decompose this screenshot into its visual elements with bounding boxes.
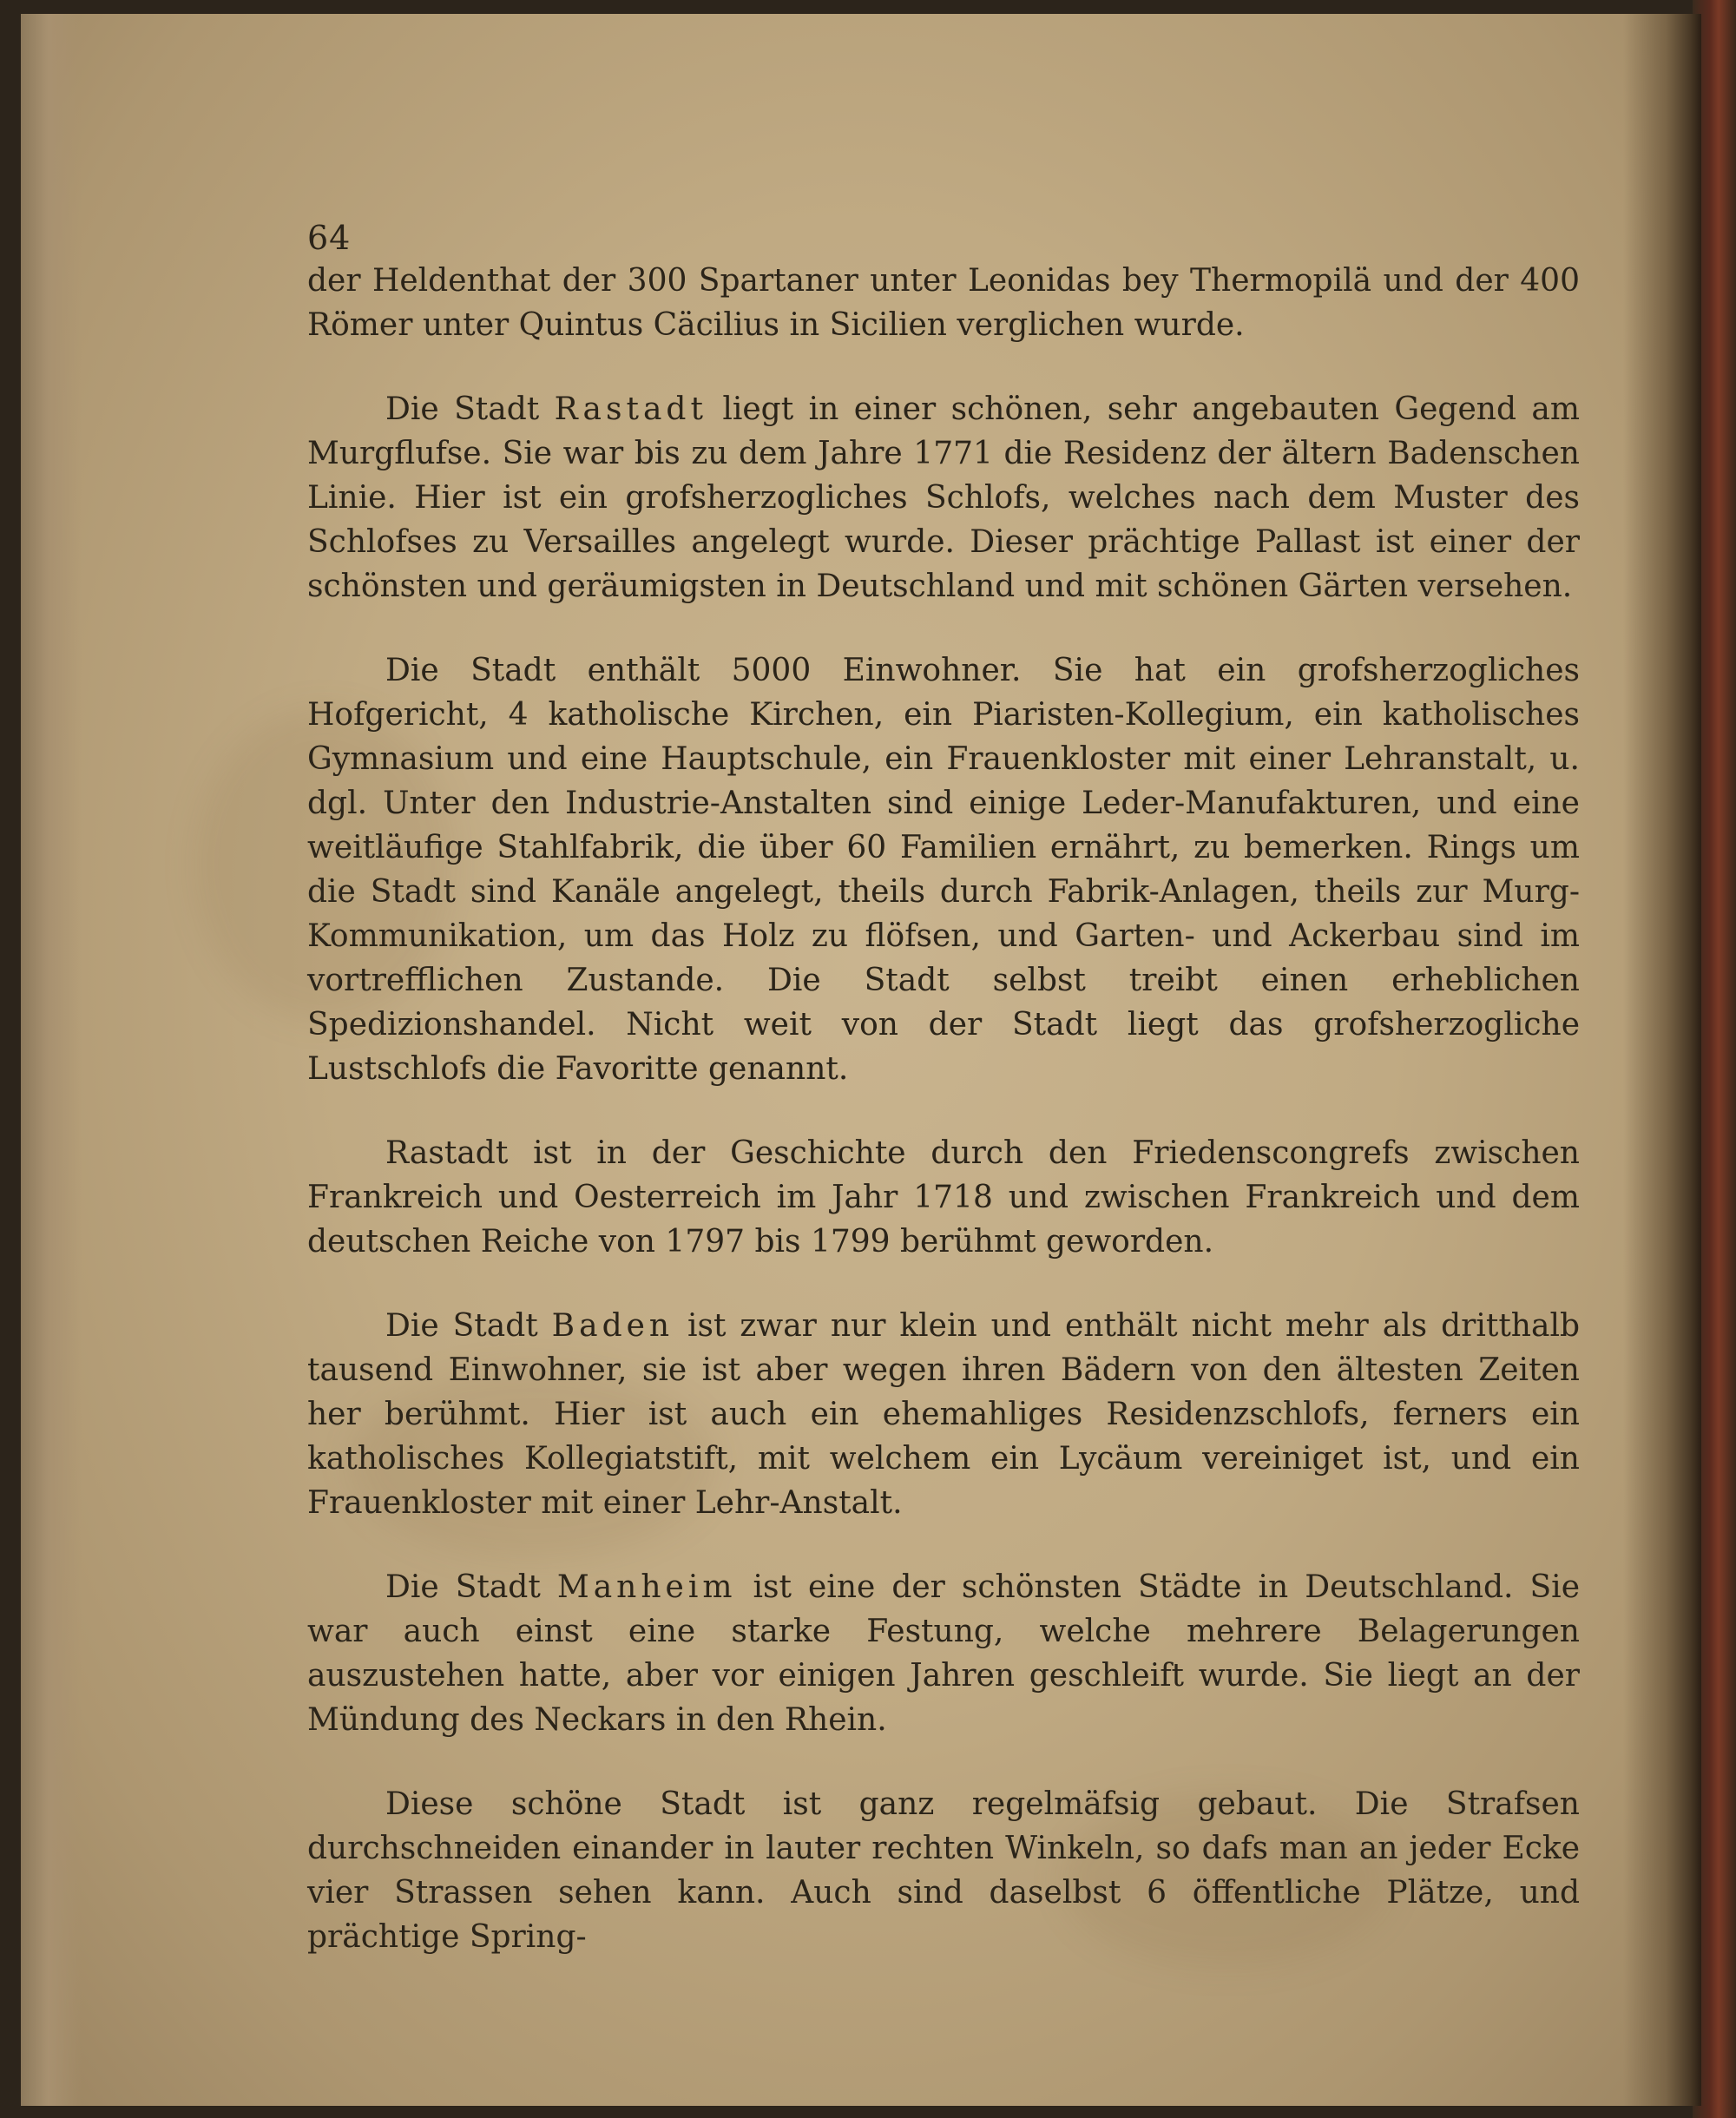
paragraph xyxy=(307,1131,1580,1264)
paragraph-text: Die Stadt enthält 5000 Einwohner. Sie hat ein grofsherzogliches Hofgericht, 4 katholische Kirchen, ein Piaristen-Kollegium, ein katholisches Gymnasium und eine Hauptschule, ein Frauenkloster mit einer Lehranstalt, u. dgl. Unter den Industrie-Anstalten sind einige Leder-Manufakturen, und eine weitläufige Stahlfabrik, die über 60 Familien ernährt, zu bemerken. Rings um die Stadt sind Kanäle angelegt, theils durch Fabrik-Anlagen, theils zur Murg-Kommunikation, um das Holz zu flöfsen, und Garten- und Ackerbau sind im vortrefflichen Zustande. Die Stadt selbst treibt einen erheblichen Spedizionshandel. Nicht weit von der Stadt liegt das grofsherzogliche Lustschlofs die Favoritte genannt. xyxy=(307,653,1580,1087)
place-name-manheim: Manheim xyxy=(556,1569,737,1605)
paragraph xyxy=(307,259,1580,347)
paragraph-text: Die Stadt xyxy=(385,1308,552,1344)
page-number: 64 xyxy=(307,219,352,257)
paragraph xyxy=(307,1565,1580,1742)
paragraph-text: Rastadt ist in der Geschichte durch den Friedenscongrefs zwischen Frankreich und Oesterreich im Jahr 1718 und zwischen Frankreich und dem deutschen Reiche von 1797 bis 1799 berühmt geworden. xyxy=(307,1135,1580,1260)
paragraph-text: Die Stadt xyxy=(385,391,555,427)
paragraph xyxy=(307,1782,1580,1959)
page-text xyxy=(307,217,1580,1959)
paragraph xyxy=(307,1304,1580,1525)
paragraph-text: Die Stadt xyxy=(385,1569,557,1605)
paragraph-text: der Heldenthat der 300 Spartaner unter Leonidas bey Thermopilä und der 400 Römer unter Quintus Cäcilius in Sicilien verglichen wurde. xyxy=(307,263,1580,343)
paragraph xyxy=(307,387,1580,608)
place-name-rastadt: Rastadt xyxy=(554,391,707,427)
page-edge-left xyxy=(21,14,82,2106)
paragraph-text: Diese schöne Stadt ist ganz regelmäfsig gebaut. Die Strafsen durchschneiden einander in lauter rechten Winkeln, so dafs man an jeder Ecke vier Strassen sehen kann. Auch sind daselbst 6 öffentliche Plätze, und prächtige Spring- xyxy=(307,1786,1580,1955)
paragraph-text: ist eine der schönsten Städte in Deutschland. Sie war auch einst eine starke Festung, welche mehrere Belagerungen auszustehen hatte, aber vor einigen Jahren geschleift wurde. Sie liegt an der Mündung des Neckars in den Rhein. xyxy=(307,1569,1581,1738)
place-name-baden: Baden xyxy=(551,1308,674,1344)
paragraph-text: liegt in einer schönen, sehr angebauten Gegend am Murgflufse. Sie war bis zu dem Jahre 1771 die Residenz der ältern Badenschen Linie. Hier ist ein grofsherzogliches Schlofs, welches nach dem Muster des Schlofses zu Versailles angelegt wurde. Dieser prächtige Pallast ist einer der schönsten und geräumigsten in Deutschland und mit schönen Gärten versehen. xyxy=(307,391,1580,604)
paragraph xyxy=(307,648,1580,1091)
page-gutter-shadow xyxy=(1623,14,1701,2106)
paragraph-text: ist zwar nur klein und enthält nicht mehr als dritthalb tausend Einwohner, sie ist aber wegen ihren Bädern von den ältesten Zeiten her berühmt. Hier ist auch ein ehemahliges Residenzschlofs, ferners ein katholisches Kollegiatstift, mit welchem ein Lycäum vereiniget ist, und ein Frauenkloster mit einer Lehr-Anstalt. xyxy=(307,1308,1580,1521)
